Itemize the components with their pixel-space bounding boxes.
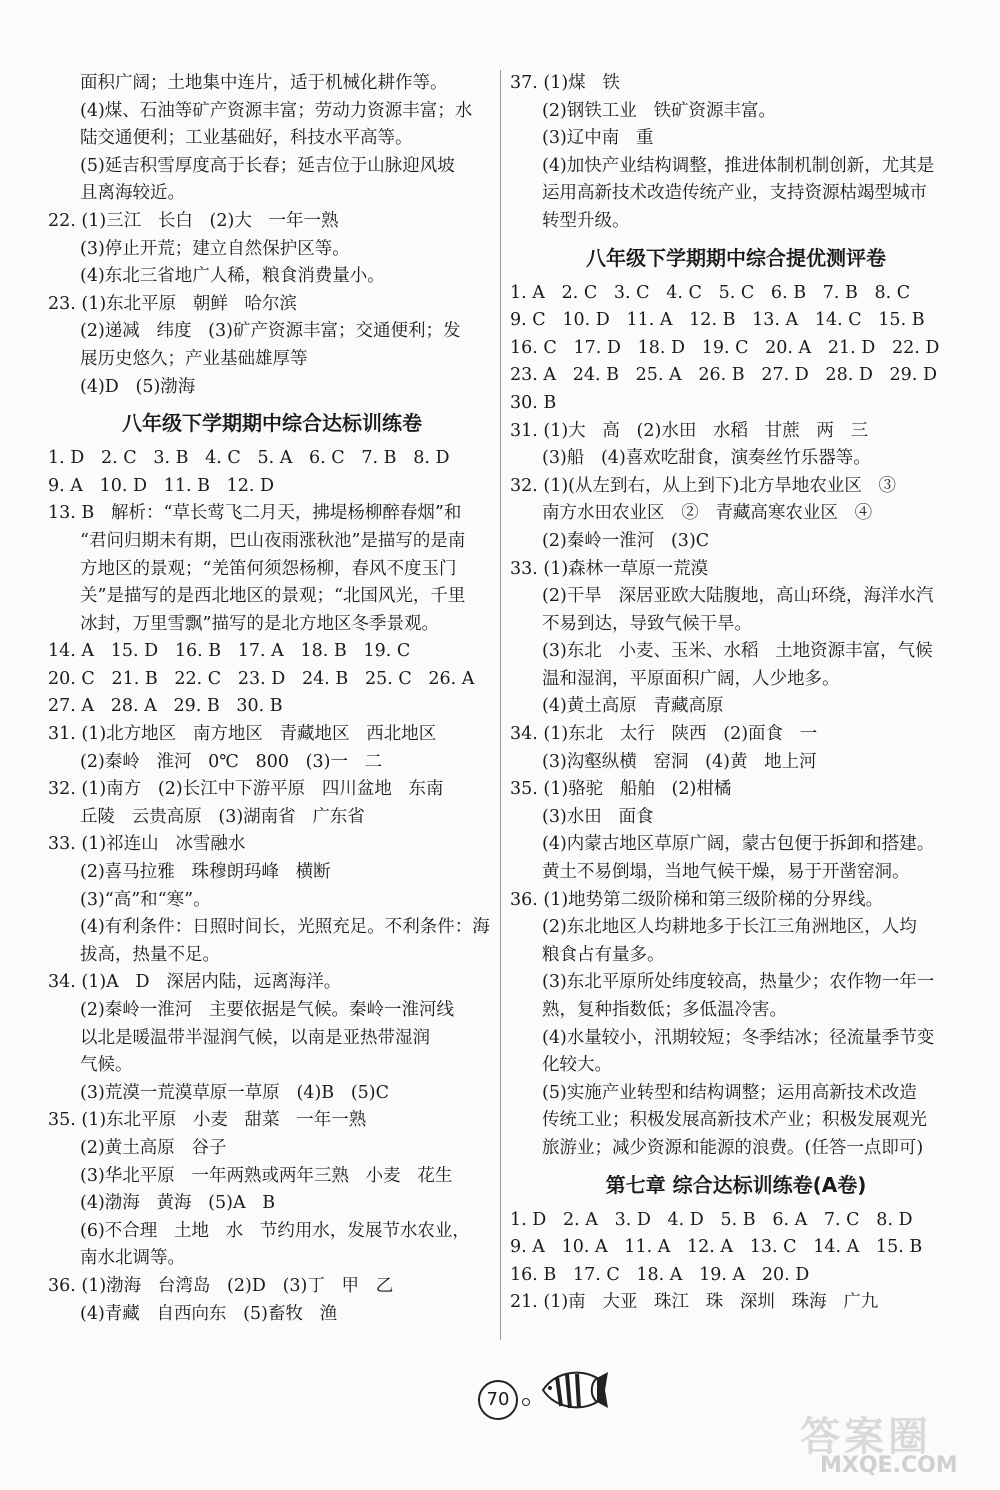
answer-line: “君问归期未有期，巴山夜雨涨秋池”是描写的是南 bbox=[80, 530, 466, 551]
answer-line: (4)黄土高原 青藏高原 bbox=[542, 696, 724, 717]
answer-line: 9. A 10. D 11. B 12. D bbox=[48, 475, 275, 496]
answer-line: 20. C 21. B 22. C 23. D 24. B 25. C 26. A bbox=[48, 668, 475, 689]
answer-line: (2)喜马拉雅 珠穆朗玛峰 横断 bbox=[80, 862, 331, 883]
answer-line: (3)停止开荒；建立自然保护区等。 bbox=[80, 238, 350, 259]
answer-line: 南方水田农业区 ② 青藏高寒农业区 ④ bbox=[542, 503, 873, 524]
answer-line: 运用高新技术改造传统产业，支持资源枯竭型城市 bbox=[542, 183, 927, 204]
answer-line: (3)东北平原所处纬度较高，热量少；农作物一年一 bbox=[542, 972, 935, 993]
answer-line: 33. (1)祁连山 冰雪融水 bbox=[48, 834, 246, 855]
answer-line: 21. (1)南 大亚 珠江 珠 深圳 珠海 广九 bbox=[510, 1292, 879, 1313]
answer-line: (3)华北平原 一年两熟或两年三熟 小麦 花生 bbox=[80, 1165, 453, 1186]
answer-line: 32. (1)南方 (2)长江中下游平原 四川盆地 东南 bbox=[48, 779, 444, 800]
answer-line: 粮食占有量多。 bbox=[542, 944, 665, 965]
answer-line: (2)秦岭一淮河 主要依据是气候。秦岭一淮河线 bbox=[80, 1000, 454, 1020]
answer-line: 37. (1)煤 铁 bbox=[510, 73, 620, 93]
watermark-logo: 答案圈 bbox=[800, 1414, 932, 1460]
answer-line: 熟，复种指数低；多低温冷害。 bbox=[542, 1000, 787, 1020]
watermark-url: MXQE.COM bbox=[820, 1453, 958, 1478]
answer-line: 冰封，万里雪飘”描写的是北方地区冬季景观。 bbox=[80, 613, 439, 634]
answer-line: (3)荒漠一荒漠草原一草原 (4)B (5)C bbox=[80, 1082, 389, 1103]
page-number-dot bbox=[522, 1398, 530, 1406]
answer-line: (4)加快产业结构调整，推进体制机制创新，尤其是 bbox=[542, 155, 935, 176]
answer-line: 温和湿润，平原面积广阔，人少地多。 bbox=[542, 668, 840, 689]
answer-line: 1. D 2. A 3. D 4. D 5. B 6. A 7. C 8. D bbox=[510, 1209, 913, 1230]
answer-line: 以北是暖温带半湿润气候，以南是亚热带湿润 bbox=[80, 1027, 430, 1048]
answer-line: 陆交通便利；工业基础好，科技水平高等。 bbox=[80, 128, 413, 149]
answer-line: 传统工业；积极发展高新技术产业；积极发展观光 bbox=[542, 1110, 927, 1131]
section-title: 第七章 综合达标训练卷(A卷) bbox=[605, 1172, 867, 1197]
answer-line: 23. (1)东北平原 朝鲜 哈尔滨 bbox=[48, 293, 298, 314]
column-divider bbox=[500, 70, 501, 1340]
answer-line: (2)钢铁工业 铁矿资源丰富。 bbox=[542, 100, 776, 121]
answer-line: (2)干旱 深居亚欧大陆腹地，高山环绕，海洋水汽 bbox=[542, 586, 934, 607]
answer-line: (2)东北地区人均耕地多于长江三角洲地区，人均 bbox=[542, 917, 917, 938]
answer-line: (2)秦岭 淮河 0℃ 800 (3)一 二 bbox=[80, 751, 383, 772]
answer-line: (4)水量较小，汛期较短；冬季结冰；径流量季节变 bbox=[542, 1027, 935, 1048]
answer-line: 展历史悠久；产业基础雄厚等 bbox=[80, 348, 308, 369]
answer-line: 32. (1)(从左到右，从上到下)北方旱地农业区 ③ bbox=[510, 475, 897, 496]
answer-line: 气候。 bbox=[80, 1055, 133, 1076]
answer-line: (4)煤、石油等矿产资源丰富；劳动力资源丰富；水 bbox=[80, 100, 473, 121]
answer-line: (6)不合理 土地 水 节约用水，发展节水农业， bbox=[80, 1220, 470, 1241]
answer-line: 拔高，热量不足。 bbox=[80, 944, 220, 965]
answer-line: 34. (1)东北 太行 陕西 (2)面食 一 bbox=[510, 724, 818, 745]
answer-line: 13. B 解析：“草长莺飞二月天，拂堤杨柳醉春烟”和 bbox=[48, 503, 462, 524]
answer-line: 22. (1)三江 长白 (2)大 一年一熟 bbox=[48, 210, 339, 231]
answer-line: 30. B bbox=[510, 392, 557, 413]
answer-line: 方地区的景观；“羌笛何须怨杨柳，春风不度玉门 bbox=[80, 558, 457, 579]
answer-line: (3)辽中南 重 bbox=[542, 128, 654, 149]
section-title: 八年级下学期期中综合提优测评卷 bbox=[586, 245, 886, 270]
answer-line: 36. (1)地势第二级阶梯和第三级阶梯的分界线。 bbox=[510, 889, 884, 910]
answer-line: (3)水田 面食 bbox=[542, 806, 654, 827]
answer-line: (4)东北三省地广人稀，粮食消费量小。 bbox=[80, 266, 385, 287]
answer-line: 1. D 2. C 3. B 4. C 5. A 6. C 7. B 8. D bbox=[48, 448, 450, 469]
answer-line: (2)秦岭一淮河 (3)C bbox=[542, 530, 710, 551]
left-column bbox=[48, 70, 496, 1328]
answer-line: (4)青藏 自西向东 (5)畜牧 渔 bbox=[80, 1303, 338, 1324]
answer-line: 33. (1)森林一草原一荒漠 bbox=[510, 558, 709, 579]
answer-line: 旅游业；减少资源和能源的浪费。(任答一点即可) bbox=[542, 1137, 924, 1158]
answer-line: 9. C 10. D 11. A 12. B 13. A 14. C 15. B bbox=[510, 310, 925, 331]
answer-line: 面积广阔；土地集中连片，适于机械化耕作等。 bbox=[80, 73, 448, 93]
answer-line: 16. B 17. C 18. A 19. A 20. D bbox=[510, 1264, 810, 1285]
answer-line: 35. (1)骆驼 船舶 (2)柑橘 bbox=[510, 779, 732, 800]
answer-line: (5)实施产业转型和结构调整；运用高新技术改造 bbox=[542, 1082, 917, 1103]
answer-line: (5)延吉积雪厚度高于长春；延吉位于山脉迎风坡 bbox=[80, 155, 455, 176]
watermark bbox=[800, 1405, 990, 1485]
answer-line: (3)东北 小麦、玉米、水稻 土地资源丰富，气候 bbox=[542, 641, 933, 662]
answer-line: (3)沟壑纵横 窑洞 (4)黄 地上河 bbox=[542, 751, 817, 772]
answer-line: 关”是描写的是西北地区的景观；“北国风光，千里 bbox=[80, 586, 466, 607]
answer-line: 16. C 17. D 18. D 19. C 20. A 21. D 22. D bbox=[510, 337, 940, 358]
answer-line: 31. (1)北方地区 南方地区 青藏地区 西北地区 bbox=[48, 724, 437, 745]
answer-line: 27. A 28. A 29. B 30. B bbox=[48, 696, 283, 717]
section-title: 八年级下学期期中综合达标训练卷 bbox=[122, 411, 422, 436]
answer-line: 34. (1)A D 深居内陆，远离海洋。 bbox=[48, 972, 342, 993]
answer-line: (4)有利条件：日照时间长，光照充足。不利条件：海 bbox=[80, 917, 490, 938]
answer-line: 23. A 24. B 25. A 26. B 27. D 28. D 29. D bbox=[510, 365, 937, 386]
answer-line: 35. (1)东北平原 小麦 甜菜 一年一熟 bbox=[48, 1110, 367, 1131]
angelfish-icon bbox=[535, 1368, 610, 1413]
answer-line: 1. A 2. C 3. C 4. C 5. C 6. B 7. B 8. C bbox=[510, 282, 911, 303]
answer-line: 南水北调等。 bbox=[80, 1248, 185, 1269]
answer-line: 14. A 15. D 16. B 17. A 18. B 19. C bbox=[48, 641, 411, 662]
answer-line: (2)黄土高原 谷子 bbox=[80, 1137, 227, 1158]
answer-line: 9. A 10. A 11. A 12. A 13. C 14. A 15. B bbox=[510, 1237, 923, 1258]
answer-line: 且离海较近。 bbox=[80, 183, 185, 204]
answer-line: 36. (1)渤海 台湾岛 (2)D (3)丁 甲 乙 bbox=[48, 1275, 394, 1296]
page-number: 70 bbox=[478, 1380, 518, 1420]
answer-line: (4)D (5)渤海 bbox=[80, 376, 196, 397]
answer-line: (4)内蒙古地区草原广阔，蒙古包便于拆卸和搭建。 bbox=[542, 834, 935, 855]
right-column bbox=[510, 70, 962, 1317]
answer-line: (2)递减 纬度 (3)矿产资源丰富；交通便利；发 bbox=[80, 321, 461, 342]
answer-line: 黄土不易倒塌，当地气候干燥，易于开凿窑洞。 bbox=[542, 862, 910, 883]
answer-line: 31. (1)大 高 (2)水田 水稻 甘蔗 两 三 bbox=[510, 420, 869, 441]
answer-line: 化较大。 bbox=[542, 1055, 612, 1076]
answer-line: 不易到达，导致气候干旱。 bbox=[542, 613, 752, 634]
answer-line: (4)渤海 黄海 (5)A B bbox=[80, 1193, 276, 1214]
answer-line: 丘陵 云贵高原 (3)湖南省 广东省 bbox=[80, 806, 365, 827]
answer-line: (3)“高”和“寒”。 bbox=[80, 889, 211, 910]
answer-line: (3)船 (4)喜欢吃甜食，演奏丝竹乐器等。 bbox=[542, 448, 871, 469]
answer-line: 转型升级。 bbox=[542, 210, 630, 231]
